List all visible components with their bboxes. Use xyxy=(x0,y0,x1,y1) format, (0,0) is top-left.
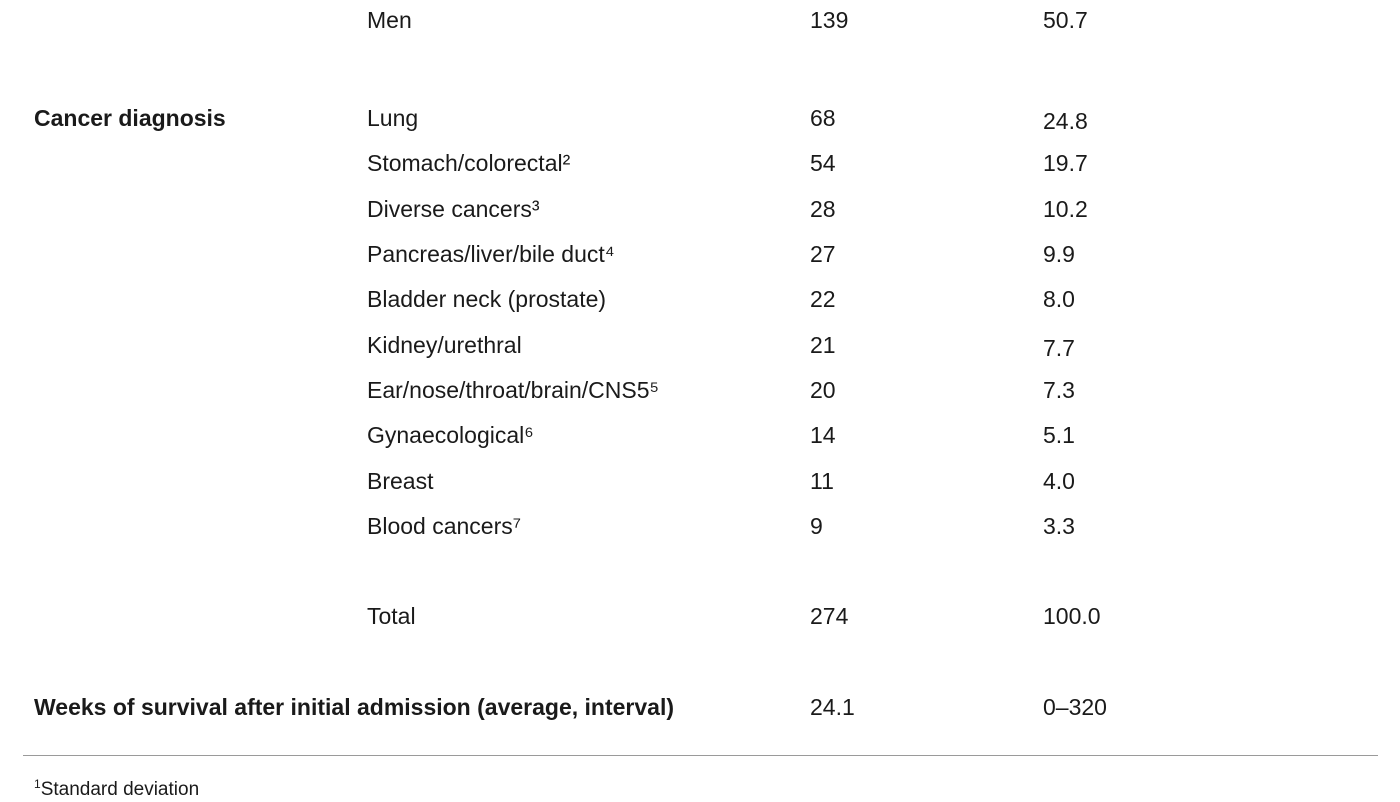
cancer-row-percent: 5.1 xyxy=(1043,422,1075,448)
cancer-row-label: Ear/nose/throat/brain/CNS5⁵ xyxy=(367,377,660,403)
cancer-row-label: Pancreas/liver/bile duct⁴ xyxy=(367,241,615,267)
cancer-row-percent: 7.3 xyxy=(1043,377,1075,403)
cancer-row-label: Bladder neck (prostate) xyxy=(367,286,607,312)
cancer-row-count: 20 xyxy=(810,377,836,403)
cancer-row-percent: 9.9 xyxy=(1043,241,1075,267)
cancer-row-count: 54 xyxy=(810,150,836,176)
cancer-row-label: Gynaecological⁶ xyxy=(367,422,534,448)
cancer-row-count: 27 xyxy=(810,241,836,267)
cancer-row-count: 28 xyxy=(810,196,836,222)
cancer-row-label: Diverse cancers³ xyxy=(367,196,540,222)
cancer-row-count: 68 xyxy=(810,105,836,131)
cancer-row-count: 9 xyxy=(810,513,823,539)
men-percent: 50.7 xyxy=(1043,7,1088,33)
men-label: Men xyxy=(367,7,412,33)
cancer-row-count: 22 xyxy=(810,286,836,312)
cancer-row-percent: 24.8 xyxy=(1043,108,1088,134)
cancer-row-percent: 19.7 xyxy=(1043,150,1088,176)
cancer-row-percent: 8.0 xyxy=(1043,286,1075,312)
footnote-marker: 1 xyxy=(34,777,41,791)
survival-interval: 0–320 xyxy=(1043,694,1107,720)
total-label: Total xyxy=(367,603,416,629)
cancer-row-percent: 4.0 xyxy=(1043,468,1075,494)
cancer-row-label: Breast xyxy=(367,468,434,494)
cancer-row-label: Stomach/colorectal² xyxy=(367,150,571,176)
cancer-row-percent: 3.3 xyxy=(1043,513,1075,539)
footnote-text: Standard deviation xyxy=(40,779,200,800)
cancer-row-label: Lung xyxy=(367,105,419,131)
footnote xyxy=(34,772,199,802)
cancer-row-label: Blood cancers⁷ xyxy=(367,513,522,539)
cancer-row-percent: 7.7 xyxy=(1043,335,1075,361)
cancer-row-count: 11 xyxy=(810,468,834,494)
men-count: 139 xyxy=(810,7,849,33)
cancer-diagnosis-heading: Cancer diagnosis xyxy=(34,105,226,131)
survival-average: 24.1 xyxy=(810,694,855,720)
total-count: 274 xyxy=(810,603,849,629)
cancer-row-label: Kidney/urethral xyxy=(367,332,522,358)
table-bottom-rule xyxy=(23,755,1378,756)
cancer-row-percent: 10.2 xyxy=(1043,196,1088,222)
survival-heading: Weeks of survival after initial admission (average, interval) xyxy=(34,694,674,720)
total-percent: 100.0 xyxy=(1043,603,1101,629)
cancer-row-count: 21 xyxy=(810,332,836,358)
cancer-row-count: 14 xyxy=(810,422,836,448)
